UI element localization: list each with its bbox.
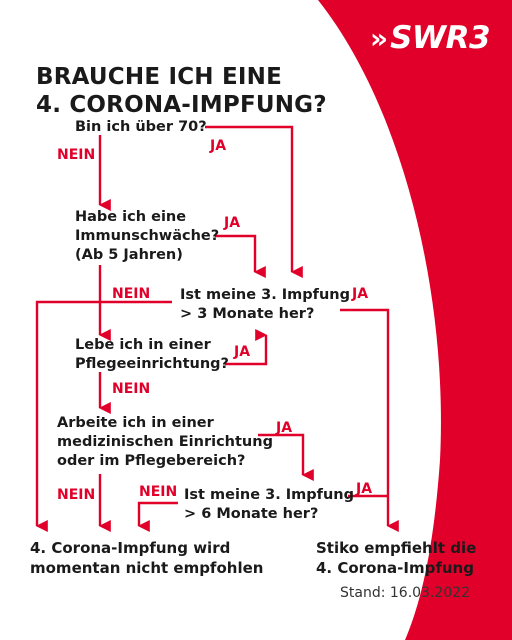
outcome-recommended: Stiko empfiehlt die 4. Corona-Impfung bbox=[316, 539, 477, 577]
date-stamp: Stand: 16.03.2022 bbox=[340, 585, 471, 601]
label-no-q4: NEIN bbox=[112, 381, 151, 397]
chevron-right-icon: » bbox=[370, 21, 383, 55]
label-no-q2: NEIN bbox=[112, 286, 151, 302]
label-no-q5: NEIN bbox=[57, 487, 96, 503]
arrow-q2-yes bbox=[215, 236, 255, 272]
question-immunodeficiency: Habe ich eine Immunschwäche? (Ab 5 Jahren) bbox=[75, 209, 220, 263]
question-over-70: Bin ich über 70? bbox=[75, 119, 207, 135]
question-medical-work: Arbeite ich in einer medizinischen Einrichtung oder im Pflegebereich? bbox=[57, 415, 273, 469]
label-yes-q1: JA bbox=[210, 138, 227, 154]
outcome-not-recommended: 4. Corona-Impfung wird momentan nicht empfohlen bbox=[30, 539, 264, 577]
label-yes-q5: JA bbox=[276, 420, 293, 436]
question-third-dose-3-months: Ist meine 3. Impfung > 3 Monate her? bbox=[180, 287, 350, 322]
question-care-facility: Lebe ich in einer Pflegeeinrichtung? bbox=[75, 337, 229, 372]
label-yes-q2: JA bbox=[224, 215, 241, 231]
title-line-1: BRAUCHE ICH EINE bbox=[36, 64, 282, 90]
arrow-q6-no bbox=[139, 503, 178, 526]
question-third-dose-6-months: Ist meine 3. Impfung > 6 Monate her? bbox=[184, 487, 354, 522]
logo-text: SWR3 bbox=[390, 20, 491, 56]
title-line-2: 4. CORONA-IMPFUNG? bbox=[36, 92, 327, 118]
label-yes-q3: JA bbox=[352, 286, 369, 302]
label-yes-q6: JA bbox=[356, 481, 373, 497]
label-no-q6: NEIN bbox=[139, 484, 178, 500]
label-yes-q4: JA bbox=[234, 344, 251, 360]
label-no-q1: NEIN bbox=[57, 147, 96, 163]
